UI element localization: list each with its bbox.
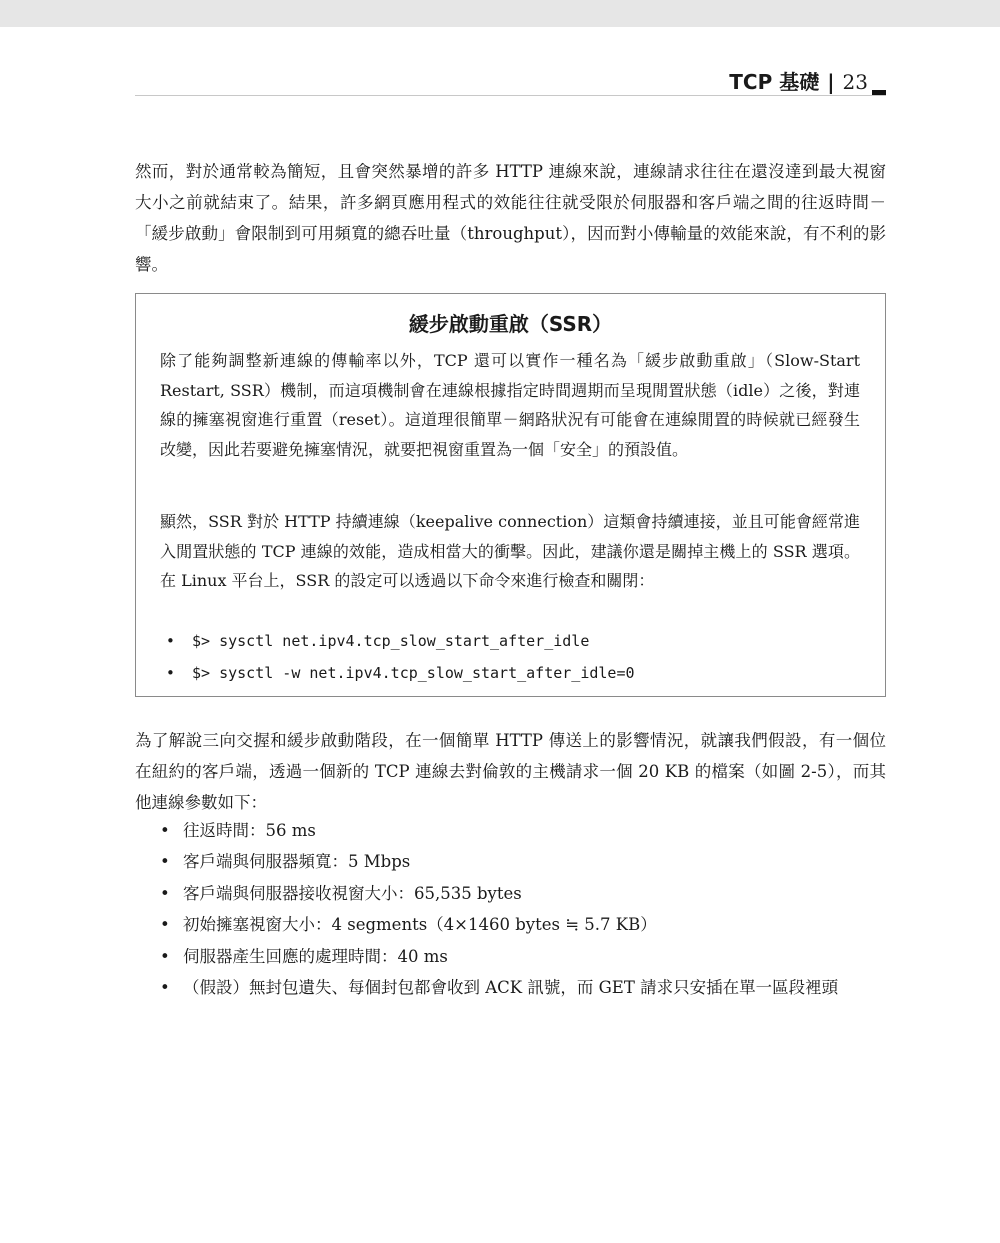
list-item-text: 伺服器產生回應的處理時間：40 ms [183,946,448,966]
parameter-list [160,815,886,1003]
bullet-icon: • [160,852,170,872]
bullet-icon: • [166,664,175,682]
list-item [160,815,886,846]
bullet-icon: • [166,632,175,650]
top-margin-strip [0,0,1000,27]
command-text: $> sysctl net.ipv4.tcp_slow_start_after_idle [192,632,590,650]
bullet-icon: • [160,915,170,935]
bullet-icon: • [160,883,170,903]
list-item-text: 初始擁塞視窗大小：4 segments（4×1460 bytes ≒ 5.7 KB） [183,915,657,935]
list-item [160,972,886,1003]
list-item-text: 客戶端與伺服器接收視窗大小：65,535 bytes [183,883,522,903]
chapter-title: TCP 基礎 [729,70,820,94]
list-item [160,846,886,877]
bullet-icon: • [160,978,170,998]
list-item-text: （假設）無封包遺失、每個封包都會收到 ACK 訊號，而 GET 請求只安插在單一區段裡頭 [183,978,839,998]
list-item [160,878,886,909]
command-list [166,625,635,689]
command-item [166,625,635,657]
list-item [160,941,886,972]
bullet-icon: • [160,946,170,966]
sidebar-title: 緩步啟動重啟（SSR） [408,312,613,336]
header-separator: | [827,70,835,94]
sidebar-paragraph-2: 顯然，SSR 對於 HTTP 持續連線（keepalive connection）這類會持續連接，並且可能會經常進入閒置狀態的 TCP 連線的效能，造成相當大的衝擊。因此，建議你還是關掉主機上的 SSR 選項。在 Linux 平台上，SSR 的設定可以透過以下命令來進行檢查和關閉： [160,512,860,590]
scenario-paragraph: 為了解說三向交握和緩步啟動階段，在一個簡單 HTTP 傳送上的影響情況，就讓我們假設，有一個位在紐約的客戶端，透過一個新的 TCP 連線去對倫敦的主機請求一個 20 KB 的檔案（如圖 2-5），而其他連線參數如下： [135,731,886,812]
ssr-sidebar-box [135,293,886,697]
list-item-text: 客戶端與伺服器頻寬：5 Mbps [183,852,411,872]
list-item [160,909,886,940]
header-text [729,66,868,95]
header-marker-bar [872,90,886,95]
page-number: 23 [842,70,868,94]
list-item-text: 往返時間：56 ms [183,821,316,840]
running-header [135,64,886,96]
command-item [166,657,635,689]
sidebar-paragraph-1: 除了能夠調整新連線的傳輸率以外，TCP 還可以實作一種名為「緩步啟動重啟」（Slow-Start Restart, SSR）機制，而這項機制會在連線根據指定時間週期而呈現閒置狀態（idle）之後，對連線的擁塞視窗進行重置（reset）。這道理很簡單－網路狀況有可能會在連線閒置的時候就已經發生改變，因此若要避免擁塞情況，就要把視窗重置為一個「安全」的預設值。 [160,351,860,459]
intro-paragraph: 然而，對於通常較為簡短，且會突然暴增的許多 HTTP 連線來說，連線請求往往在還沒達到最大視窗大小之前就結束了。結果，許多網頁應用程式的效能往往就受限於伺服器和客戶端之間的往返時間－「緩步啟動」會限制到可用頻寬的總吞吐量（throughput），因而對小傳輸量的效能來說，有不利的影響。 [135,162,886,274]
bullet-icon: • [160,821,170,840]
command-text: $> sysctl -w net.ipv4.tcp_slow_start_after_idle=0 [192,664,635,682]
